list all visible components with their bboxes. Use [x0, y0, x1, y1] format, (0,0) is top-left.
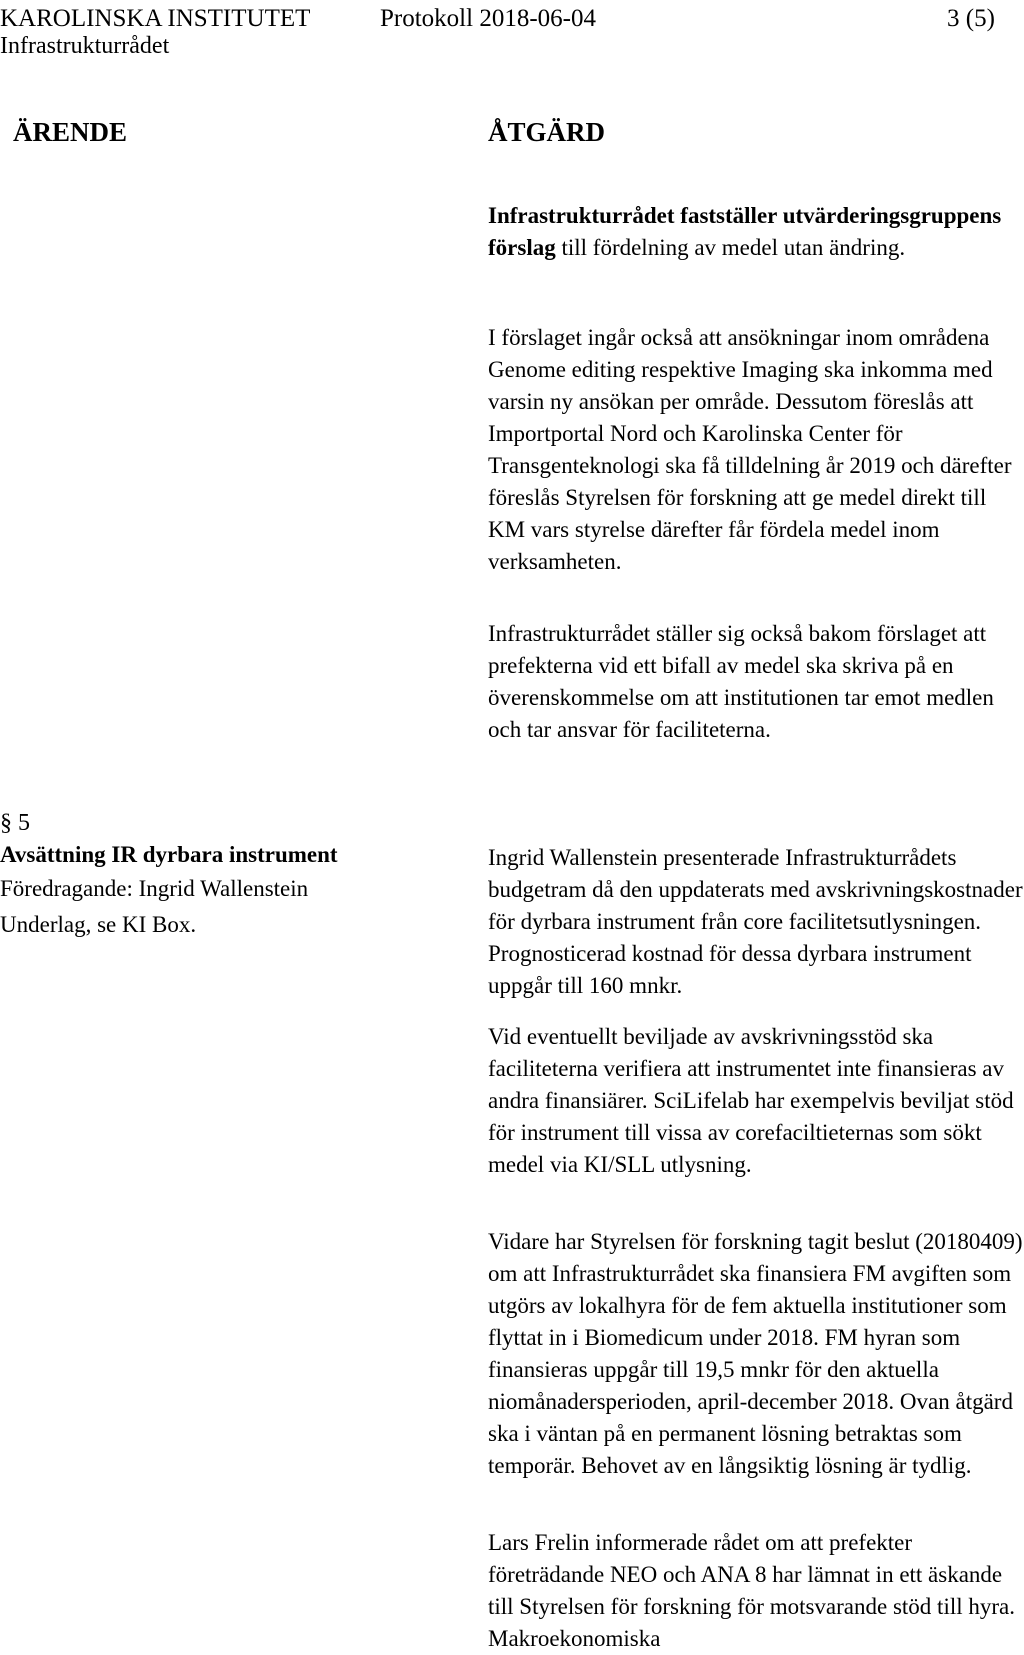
section-basis: Underlag, se KI Box. [0, 912, 197, 937]
verification-paragraph: Vid eventuellt beviljade av avskrivningsstöd ska faciliteterna verifiera att instrumentet inte finansieras av andra finansiärer. SciLifelab har exempelvis beviljat stöd för instrument till vissa av corefaciltieternas som sökt medel via KI/SLL utlysning. [488, 1024, 1014, 1177]
agreement-paragraph: Infrastrukturrådet ställer sig också bakom förslaget att prefekterna vid ett bifall av medel ska skriva på en överenskommelse om att institutionen tar emot medlen och tar ansvar för faciliteterna. [488, 621, 994, 742]
section-number: § 5 [0, 810, 30, 836]
decision-bold-text: Infrastrukturrådet fastställer utvärderingsgruppens förslag [488, 203, 1002, 260]
header-organization: KAROLINSKA INSTITUTET [0, 5, 311, 32]
column-heading-atgard: ÅTGÄRD [488, 117, 606, 147]
header-page-number: 3 (5) [947, 5, 995, 32]
fm-fee-paragraph: Vidare har Styrelsen för forskning tagit beslut (20180409) om att Infrastrukturrådet ska finansiera FM avgiften som utgörs av lokalhyra för de fem aktuella institutioner som flyttat in i Biomedicum under 2018. FM hyran som finansieras uppgår till 19,5 mnkr för den aktuella niomånadersperioden, april-december 2018. Ovan åtgärd ska i väntan på en permanent lösning betraktas som temporär. Behovet av en långsiktig lösning är tydlig. [488, 1229, 1023, 1478]
decision-paragraph [488, 200, 1023, 264]
section-title: Avsättning IR dyrbara instrument [0, 842, 338, 867]
column-heading-arende: ÄRENDE [13, 117, 128, 147]
header-department: Infrastrukturrådet [0, 33, 170, 59]
proposal-paragraph: I förslaget ingår också att ansökningar inom områdena Genome editing respektive Imaging ska inkomma med varsin ny ansökan per område. Dessutom föreslås att Importportal Nord och Karolinska Center för Transgenteknologi ska få tilldelning år 2019 och därefter föreslås Styrelsen för forskning att ge medel direkt till KM vars styrelse därefter får fördela medel inom verksamheten. [488, 325, 1012, 574]
section-5-header [0, 807, 420, 943]
decision-rest-text: till fördelning av medel utan ändring. [555, 235, 906, 260]
budget-paragraph: Ingrid Wallenstein presenterade Infrastrukturrådets budgetram då den uppdaterats med avskrivningskostnader för dyrbara instrument från core facilitetsutlysningen. Prognosticerad kostnad för dessa dyrbara instrument uppgår till 160 mnkr. [488, 845, 1023, 998]
rent-request-paragraph: Lars Frelin informerade rådet om att prefekter företrädande NEO och ANA 8 har lämnat in ett äskande till Styrelsen för forskning för motsvarande stöd till hyra. Makroekonomiska [488, 1530, 1015, 1651]
header-protocol-date: Protokoll 2018-06-04 [380, 5, 596, 32]
section-presenter: Föredragande: Ingrid Wallenstein [0, 876, 309, 901]
